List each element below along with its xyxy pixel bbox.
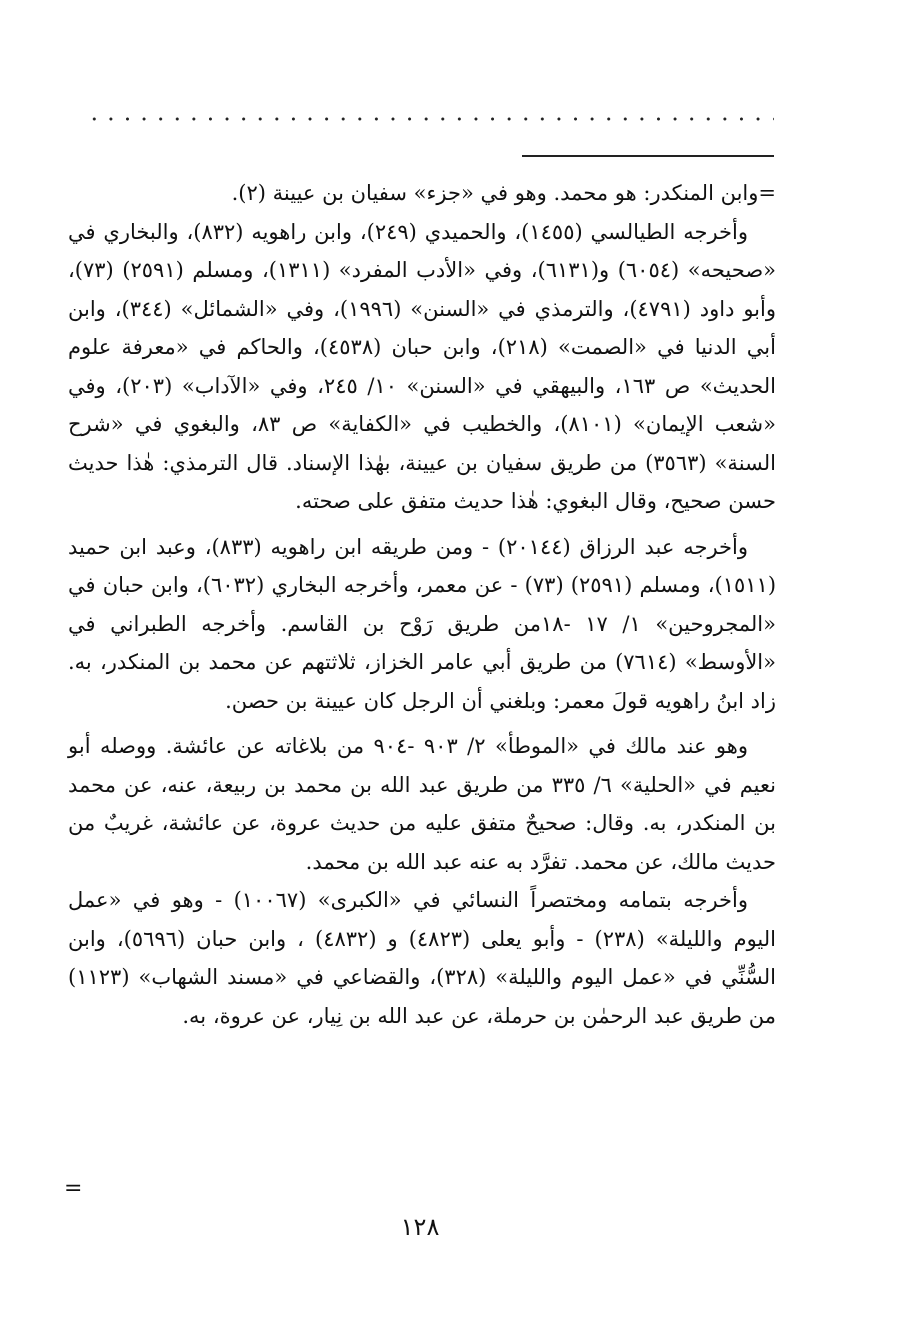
- footnote-paragraph: وأخرجه الطيالسي (١٤٥٥)، والحميدي (٢٤٩)، وابن راهويه (٨٣٢)، والبخاري في «صحيحه» (٦٠٥٤) و(٦١٣١)، وفي «الأدب المفرد» (١٣١١)، ومسلم (٢٥٩١) (٧٣)، وأبو داود (٤٧٩١)، والترمذي في «السنن» (١٩٩٦)، وفي «الشمائل» (٣٤٤)، وابن أبي الدنيا في «الصمت» (٢١٨)، وابن حبان (٤٥٣٨)، والحاكم في «معرفة علوم الحديث» ص ١٦٣، والبيهقي في «السنن» ١٠/ ٢٤٥، وفي «الآداب» (٢٠٣)، وفي «شعب الإيمان» (٨١٠١)، والخطيب في «الكفاية» ص ٨٣، والبغوي في «شرح السنة» (٣٥٦٣) من طريق سفيان بن عيينة، بهٰذا الإسناد. قال الترمذي: هٰذا حديث حسن صحيح، وقال البغوي: هٰذا حديث متفق على صحته.: [68, 219, 776, 513]
- footnote-paragraph: وهو عند مالك في «الموطأ» ٢/ ٩٠٣ -٩٠٤ من بلاغاته عن عائشة. ووصله أبو نعيم في «الحلية» ٦/ ٣٣٥ من طريق عبد الله بن محمد بن ربيعة، عنه، عن محمد بن المنكدر، به. وقال: صحيحٌ متفق عليه من حديث عروة، عن عائشة، غريبٌ من حديث مالك، عن محمد. تفرَّد به عنه عبد الله بن محمد.: [68, 734, 776, 874]
- footnote-paragraph: =وابن المنكدر: هو محمد. وهو في «جزء» سفيان بن عيينة (٢).: [231, 181, 776, 205]
- footnote-rule: [522, 155, 774, 157]
- page-number: ١٢٨: [400, 1213, 440, 1241]
- footnote-paragraph: وأخرجه بتمامه ومختصراً النسائي في «الكبرى» (١٠٠٦٧) - وهو في «عمل اليوم والليلة» (٢٣٨) - وأبو يعلى (٤٨٢٣) و (٤٨٣٢) ، وابن حبان (٥٦٩٦)، وابن السُّنِّي في «عمل اليوم والليلة» (٣٢٨)، والقضاعي في «مسند الشهاب» (١١٢٣) من طريق عبد الرحمٰن بن حرملة، عن عبد الله بن نِيار، عن عروة، به.: [68, 888, 777, 1028]
- footnotes-block: [68, 174, 776, 1035]
- continuation-mark: =: [64, 1176, 83, 1201]
- footnote-paragraph: وأخرجه عبد الرزاق (٢٠١٤٤) - ومن طريقه ابن راهويه (٨٣٣)، وعبد ابن حميد (١٥١١)، ومسلم (٢٥٩١) (٧٣) - عن معمر، وأخرجه البخاري (٦٠٣٢)، وابن حبان في «المجروحين» ١/ ١٧ -١٨من طريق رَوْح بن القاسم. وأخرجه الطبراني في «الأوسط» (٧٦١٤) من طريق أبي عامر الخزاز، ثلاثتهم عن محمد بن المنكدر، به. زاد ابنُ راهويه قولَ معمر: وبلغني أن الرجل كان عيينة بن حصن.: [68, 534, 777, 713]
- dotted-separator: [86, 116, 774, 122]
